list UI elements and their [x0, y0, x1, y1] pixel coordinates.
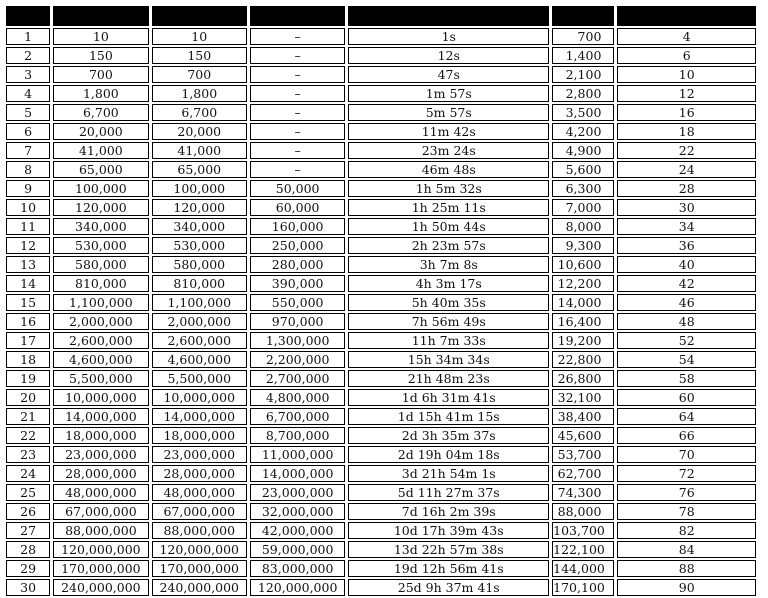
- value-cell: 19,200: [552, 332, 614, 349]
- level-cell: 15: [6, 294, 50, 311]
- cost-c-cell: 4,800,000: [250, 389, 345, 406]
- value-cell: 700: [552, 28, 614, 45]
- duration-cell: 19d 12h 56m 41s: [348, 560, 549, 577]
- level-cell: 2: [6, 47, 50, 64]
- cost-c-cell: 11,000,000: [250, 446, 345, 463]
- value-cell: 170,100: [552, 579, 614, 596]
- cost-cell: 65,000: [53, 161, 148, 178]
- value-cell: 103,700: [552, 522, 614, 539]
- count-cell: 48: [617, 313, 756, 330]
- value-cell: 4,200: [552, 123, 614, 140]
- value-cell: 122,100: [552, 541, 614, 558]
- duration-cell: 46m 48s: [348, 161, 549, 178]
- value-cell: 4,900: [552, 142, 614, 159]
- level-cell: 10: [6, 199, 50, 216]
- cost-c-cell: 2,700,000: [250, 370, 345, 387]
- table-row: [6, 28, 756, 45]
- cost-cell: 120,000: [53, 199, 148, 216]
- duration-cell: 5d 11h 27m 37s: [348, 484, 549, 501]
- count-cell: 30: [617, 199, 756, 216]
- level-cell: 18: [6, 351, 50, 368]
- cost-cell: 88,000,000: [53, 522, 148, 539]
- duration-cell: 3d 21h 54m 1s: [348, 465, 549, 482]
- table-row: [6, 237, 756, 254]
- table-row: [6, 142, 756, 159]
- cost-cell: 18,000,000: [53, 427, 148, 444]
- cost-b-cell: 100,000: [152, 180, 247, 197]
- cost-c-cell: 1,300,000: [250, 332, 345, 349]
- count-cell: 66: [617, 427, 756, 444]
- level-cell: 16: [6, 313, 50, 330]
- level-cell: 3: [6, 66, 50, 83]
- count-cell: 34: [617, 218, 756, 235]
- cost-c-cell: –: [250, 28, 345, 45]
- duration-cell: 12s: [348, 47, 549, 64]
- cost-cell: 10: [53, 28, 148, 45]
- cost-c-cell: –: [250, 123, 345, 140]
- level-cell: 29: [6, 560, 50, 577]
- duration-cell: 7d 16h 2m 39s: [348, 503, 549, 520]
- level-cell: 9: [6, 180, 50, 197]
- header-cell-col3: [152, 6, 247, 26]
- table-row: [6, 199, 756, 216]
- cost-b-cell: 340,000: [152, 218, 247, 235]
- cost-cell: 530,000: [53, 237, 148, 254]
- duration-cell: 4h 3m 17s: [348, 275, 549, 292]
- value-cell: 9,300: [552, 237, 614, 254]
- cost-cell: 580,000: [53, 256, 148, 273]
- cost-c-cell: 59,000,000: [250, 541, 345, 558]
- header-row: [6, 6, 756, 26]
- duration-cell: 3h 7m 8s: [348, 256, 549, 273]
- value-cell: 12,200: [552, 275, 614, 292]
- cost-c-cell: 83,000,000: [250, 560, 345, 577]
- cost-cell: 700: [53, 66, 148, 83]
- table-row: [6, 180, 756, 197]
- cost-c-cell: 250,000: [250, 237, 345, 254]
- duration-cell: 11m 42s: [348, 123, 549, 140]
- header-cell-time: [348, 6, 549, 26]
- cost-cell: 1,100,000: [53, 294, 148, 311]
- cost-cell: 100,000: [53, 180, 148, 197]
- cost-cell: 28,000,000: [53, 465, 148, 482]
- count-cell: 88: [617, 560, 756, 577]
- value-cell: 10,600: [552, 256, 614, 273]
- table-row: [6, 256, 756, 273]
- cost-cell: 340,000: [53, 218, 148, 235]
- value-cell: 14,000: [552, 294, 614, 311]
- level-cell: 17: [6, 332, 50, 349]
- duration-cell: 21h 48m 23s: [348, 370, 549, 387]
- table-row: [6, 294, 756, 311]
- count-cell: 72: [617, 465, 756, 482]
- cost-c-cell: –: [250, 66, 345, 83]
- count-cell: 78: [617, 503, 756, 520]
- level-cell: 7: [6, 142, 50, 159]
- cost-b-cell: 20,000: [152, 123, 247, 140]
- level-table: [3, 4, 759, 598]
- value-cell: 144,000: [552, 560, 614, 577]
- value-cell: 2,100: [552, 66, 614, 83]
- count-cell: 54: [617, 351, 756, 368]
- level-cell: 1: [6, 28, 50, 45]
- cost-b-cell: 23,000,000: [152, 446, 247, 463]
- level-cell: 26: [6, 503, 50, 520]
- table-row: [6, 427, 756, 444]
- level-cell: 12: [6, 237, 50, 254]
- value-cell: 32,100: [552, 389, 614, 406]
- cost-cell: 10,000,000: [53, 389, 148, 406]
- count-cell: 24: [617, 161, 756, 178]
- duration-cell: 1m 57s: [348, 85, 549, 102]
- duration-cell: 23m 24s: [348, 142, 549, 159]
- duration-cell: 5m 57s: [348, 104, 549, 121]
- cost-c-cell: 970,000: [250, 313, 345, 330]
- level-cell: 6: [6, 123, 50, 140]
- cost-c-cell: 550,000: [250, 294, 345, 311]
- table-row: [6, 85, 756, 102]
- count-cell: 40: [617, 256, 756, 273]
- count-cell: 28: [617, 180, 756, 197]
- cost-b-cell: 700: [152, 66, 247, 83]
- cost-cell: 1,800: [53, 85, 148, 102]
- cost-cell: 120,000,000: [53, 541, 148, 558]
- level-cell: 13: [6, 256, 50, 273]
- cost-cell: 67,000,000: [53, 503, 148, 520]
- cost-cell: 5,500,000: [53, 370, 148, 387]
- cost-cell: 240,000,000: [53, 579, 148, 596]
- value-cell: 62,700: [552, 465, 614, 482]
- cost-c-cell: 60,000: [250, 199, 345, 216]
- data-table-container: [6, 6, 762, 596]
- table-row: [6, 465, 756, 482]
- level-cell: 23: [6, 446, 50, 463]
- count-cell: 60: [617, 389, 756, 406]
- cost-c-cell: 14,000,000: [250, 465, 345, 482]
- value-cell: 38,400: [552, 408, 614, 425]
- table-row: [6, 66, 756, 83]
- cost-c-cell: 280,000: [250, 256, 345, 273]
- duration-cell: 1h 5m 32s: [348, 180, 549, 197]
- level-cell: 27: [6, 522, 50, 539]
- cost-cell: 2,600,000: [53, 332, 148, 349]
- table-row: [6, 218, 756, 235]
- value-cell: 26,800: [552, 370, 614, 387]
- table-row: [6, 484, 756, 501]
- cost-b-cell: 5,500,000: [152, 370, 247, 387]
- level-cell: 11: [6, 218, 50, 235]
- value-cell: 53,700: [552, 446, 614, 463]
- value-cell: 6,300: [552, 180, 614, 197]
- count-cell: 42: [617, 275, 756, 292]
- header-cell-col4: [250, 6, 345, 26]
- cost-c-cell: –: [250, 104, 345, 121]
- level-cell: 28: [6, 541, 50, 558]
- table-row: [6, 313, 756, 330]
- duration-cell: 11h 7m 33s: [348, 332, 549, 349]
- cost-c-cell: 120,000,000: [250, 579, 345, 596]
- duration-cell: 1h 25m 11s: [348, 199, 549, 216]
- cost-cell: 14,000,000: [53, 408, 148, 425]
- value-cell: 2,800: [552, 85, 614, 102]
- duration-cell: 2h 23m 57s: [348, 237, 549, 254]
- value-cell: 22,800: [552, 351, 614, 368]
- duration-cell: 1d 15h 41m 15s: [348, 408, 549, 425]
- table-row: [6, 332, 756, 349]
- cost-b-cell: 2,600,000: [152, 332, 247, 349]
- duration-cell: 7h 56m 49s: [348, 313, 549, 330]
- cost-c-cell: 6,700,000: [250, 408, 345, 425]
- table-row: [6, 47, 756, 64]
- cost-c-cell: 23,000,000: [250, 484, 345, 501]
- cost-c-cell: 32,000,000: [250, 503, 345, 520]
- count-cell: 82: [617, 522, 756, 539]
- level-cell: 21: [6, 408, 50, 425]
- count-cell: 6: [617, 47, 756, 64]
- cost-b-cell: 4,600,000: [152, 351, 247, 368]
- cost-cell: 41,000: [53, 142, 148, 159]
- cost-b-cell: 150: [152, 47, 247, 64]
- duration-cell: 2d 3h 35m 37s: [348, 427, 549, 444]
- value-cell: 8,000: [552, 218, 614, 235]
- cost-cell: 150: [53, 47, 148, 64]
- header-cell-col2: [53, 6, 148, 26]
- table-row: [6, 541, 756, 558]
- count-cell: 18: [617, 123, 756, 140]
- value-cell: 88,000: [552, 503, 614, 520]
- cost-c-cell: 42,000,000: [250, 522, 345, 539]
- cost-b-cell: 1,800: [152, 85, 247, 102]
- header-cell-col6: [552, 6, 614, 26]
- level-cell: 5: [6, 104, 50, 121]
- cost-b-cell: 41,000: [152, 142, 247, 159]
- cost-cell: 6,700: [53, 104, 148, 121]
- cost-cell: 4,600,000: [53, 351, 148, 368]
- cost-c-cell: 390,000: [250, 275, 345, 292]
- level-cell: 20: [6, 389, 50, 406]
- count-cell: 64: [617, 408, 756, 425]
- cost-b-cell: 48,000,000: [152, 484, 247, 501]
- table-row: [6, 161, 756, 178]
- cost-c-cell: 160,000: [250, 218, 345, 235]
- level-cell: 30: [6, 579, 50, 596]
- table-row: [6, 408, 756, 425]
- count-cell: 52: [617, 332, 756, 349]
- header-cell-col7: [617, 6, 756, 26]
- level-cell: 22: [6, 427, 50, 444]
- cost-b-cell: 65,000: [152, 161, 247, 178]
- level-cell: 14: [6, 275, 50, 292]
- count-cell: 36: [617, 237, 756, 254]
- table-header: [6, 6, 756, 26]
- level-cell: 24: [6, 465, 50, 482]
- cost-b-cell: 6,700: [152, 104, 247, 121]
- value-cell: 1,400: [552, 47, 614, 64]
- level-cell: 25: [6, 484, 50, 501]
- duration-cell: 1h 50m 44s: [348, 218, 549, 235]
- cost-b-cell: 240,000,000: [152, 579, 247, 596]
- cost-c-cell: –: [250, 85, 345, 102]
- duration-cell: 2d 19h 04m 18s: [348, 446, 549, 463]
- duration-cell: 1d 6h 31m 41s: [348, 389, 549, 406]
- cost-c-cell: 50,000: [250, 180, 345, 197]
- duration-cell: 15h 34m 34s: [348, 351, 549, 368]
- cost-b-cell: 10,000,000: [152, 389, 247, 406]
- duration-cell: 47s: [348, 66, 549, 83]
- duration-cell: 1s: [348, 28, 549, 45]
- cost-b-cell: 530,000: [152, 237, 247, 254]
- cost-b-cell: 18,000,000: [152, 427, 247, 444]
- table-row: [6, 389, 756, 406]
- count-cell: 12: [617, 85, 756, 102]
- cost-b-cell: 170,000,000: [152, 560, 247, 577]
- value-cell: 5,600: [552, 161, 614, 178]
- value-cell: 45,600: [552, 427, 614, 444]
- duration-cell: 25d 9h 37m 41s: [348, 579, 549, 596]
- count-cell: 10: [617, 66, 756, 83]
- cost-c-cell: –: [250, 161, 345, 178]
- cost-c-cell: 2,200,000: [250, 351, 345, 368]
- level-cell: 8: [6, 161, 50, 178]
- value-cell: 7,000: [552, 199, 614, 216]
- cost-cell: 23,000,000: [53, 446, 148, 463]
- cost-cell: 810,000: [53, 275, 148, 292]
- level-cell: 4: [6, 85, 50, 102]
- count-cell: 4: [617, 28, 756, 45]
- cost-b-cell: 810,000: [152, 275, 247, 292]
- cost-cell: 48,000,000: [53, 484, 148, 501]
- table-row: [6, 351, 756, 368]
- cost-b-cell: 120,000: [152, 199, 247, 216]
- table-body: [6, 28, 756, 596]
- header-cell-level: [6, 6, 50, 26]
- value-cell: 16,400: [552, 313, 614, 330]
- level-cell: 19: [6, 370, 50, 387]
- duration-cell: 13d 22h 57m 38s: [348, 541, 549, 558]
- count-cell: 46: [617, 294, 756, 311]
- table-row: [6, 123, 756, 140]
- table-row: [6, 275, 756, 292]
- cost-b-cell: 10: [152, 28, 247, 45]
- cost-cell: 20,000: [53, 123, 148, 140]
- count-cell: 22: [617, 142, 756, 159]
- cost-cell: 170,000,000: [53, 560, 148, 577]
- duration-cell: 10d 17h 39m 43s: [348, 522, 549, 539]
- cost-cell: 2,000,000: [53, 313, 148, 330]
- cost-b-cell: 2,000,000: [152, 313, 247, 330]
- count-cell: 70: [617, 446, 756, 463]
- cost-c-cell: –: [250, 47, 345, 64]
- cost-b-cell: 1,100,000: [152, 294, 247, 311]
- table-row: [6, 370, 756, 387]
- table-row: [6, 104, 756, 121]
- count-cell: 16: [617, 104, 756, 121]
- cost-c-cell: 8,700,000: [250, 427, 345, 444]
- cost-b-cell: 28,000,000: [152, 465, 247, 482]
- table-row: [6, 522, 756, 539]
- cost-b-cell: 88,000,000: [152, 522, 247, 539]
- table-row: [6, 446, 756, 463]
- count-cell: 90: [617, 579, 756, 596]
- table-row: [6, 560, 756, 577]
- count-cell: 58: [617, 370, 756, 387]
- count-cell: 76: [617, 484, 756, 501]
- cost-c-cell: –: [250, 142, 345, 159]
- cost-b-cell: 120,000,000: [152, 541, 247, 558]
- table-row: [6, 503, 756, 520]
- cost-b-cell: 580,000: [152, 256, 247, 273]
- table-row: [6, 579, 756, 596]
- cost-b-cell: 67,000,000: [152, 503, 247, 520]
- count-cell: 84: [617, 541, 756, 558]
- value-cell: 3,500: [552, 104, 614, 121]
- value-cell: 74,300: [552, 484, 614, 501]
- duration-cell: 5h 40m 35s: [348, 294, 549, 311]
- cost-b-cell: 14,000,000: [152, 408, 247, 425]
